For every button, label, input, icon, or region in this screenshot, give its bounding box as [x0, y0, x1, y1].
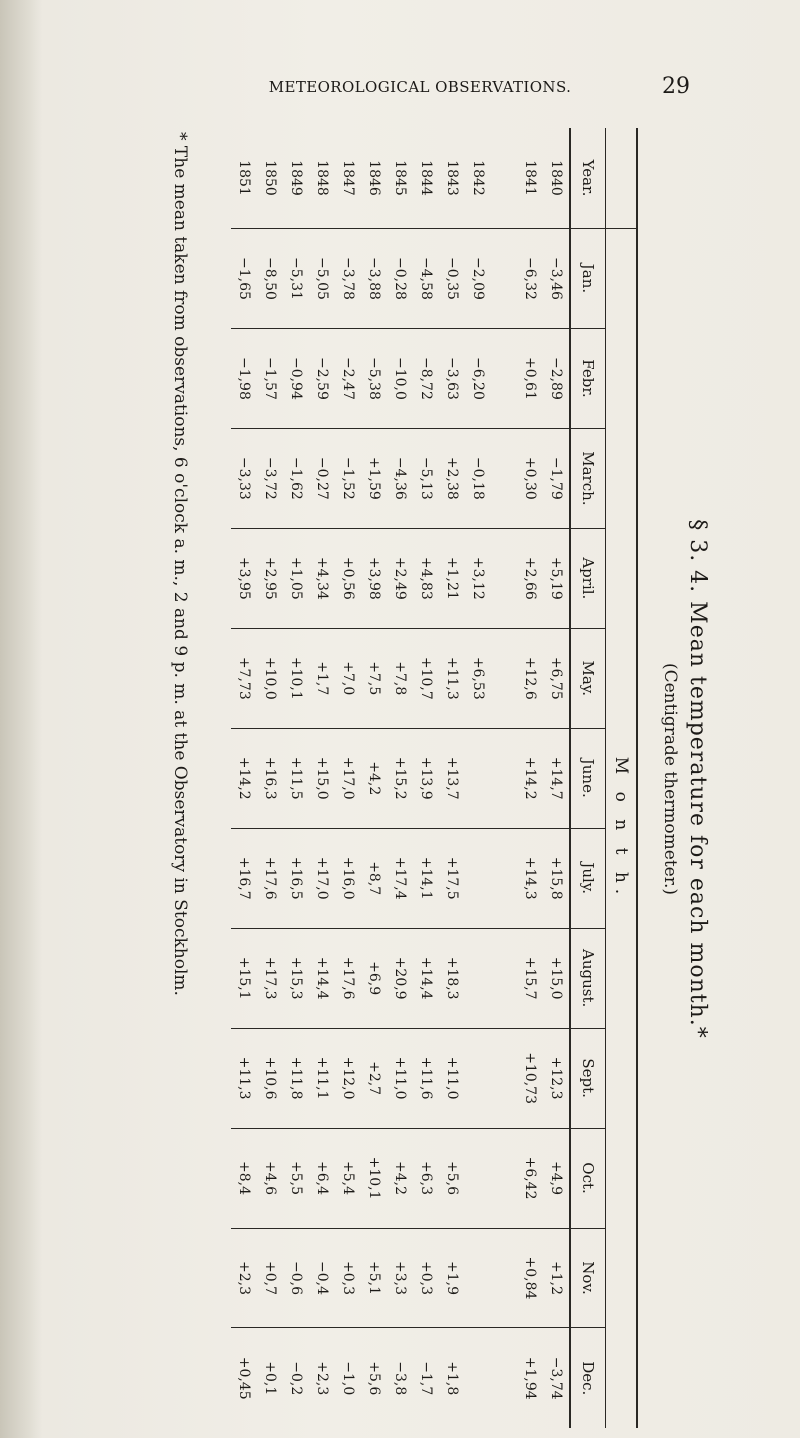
- temperature-cell: [465, 828, 491, 928]
- year-cell: 1850: [257, 128, 283, 229]
- temperature-cell: −3,88: [361, 229, 387, 329]
- temperature-cell: +12,3: [543, 1028, 570, 1128]
- temperature-cell: −4,36: [387, 428, 413, 528]
- temperature-cell: +7,5: [361, 628, 387, 728]
- temperature-cell: −3,8: [392, 1361, 408, 1396]
- temperature-cell: −0,6: [283, 1228, 309, 1328]
- table-row: [231, 128, 257, 1428]
- temperature-cell: −2,47: [335, 328, 361, 428]
- temperature-cell: +16,7: [231, 828, 257, 928]
- temperature-cell: +5,5: [283, 1128, 309, 1228]
- temperature-cell: +3,98: [361, 528, 387, 628]
- temperature-cell: [491, 928, 517, 1028]
- temperature-cell: +0,3: [413, 1228, 439, 1328]
- temperature-cell: [465, 1228, 491, 1328]
- temperature-cell: −10,0: [387, 328, 413, 428]
- year-cell: 1844: [413, 128, 439, 229]
- temperature-cell: +2,38: [439, 428, 465, 528]
- temperature-cell: −2,89: [543, 328, 570, 428]
- temperature-cell: +16,5: [283, 828, 309, 928]
- temperature-cell: +11,3: [231, 1028, 257, 1128]
- year-cell: 1845: [387, 128, 413, 229]
- temperature-cell: +2,49: [387, 528, 413, 628]
- temperature-cell: +0,30: [517, 428, 543, 528]
- column-header-month: March.: [570, 428, 606, 528]
- column-header-month: Oct.: [570, 1128, 606, 1228]
- temperature-cell: −2,59: [309, 328, 335, 428]
- temperature-cell: +2,7: [361, 1028, 387, 1128]
- temperature-cell: +0,3: [335, 1228, 361, 1328]
- temperature-cell: +11,3: [439, 628, 465, 728]
- temperature-cell: +3,3: [387, 1228, 413, 1328]
- temperature-cell: +1,94: [522, 1356, 538, 1400]
- year-group-cell: [606, 128, 638, 229]
- temperature-cell: −2,09: [465, 229, 491, 329]
- temperature-cell: +10,6: [257, 1028, 283, 1128]
- column-header-month: Nov.: [570, 1228, 606, 1328]
- temperature-cell: +14,3: [517, 828, 543, 928]
- temperature-cell: +4,2: [361, 728, 387, 828]
- temperature-cell: +13,9: [413, 728, 439, 828]
- table-row: [283, 128, 309, 1428]
- temperature-cell: +2,95: [257, 528, 283, 628]
- temperature-cell: −0,2: [288, 1361, 304, 1396]
- temperature-cell: −1,0: [340, 1361, 356, 1396]
- temperature-cell: [491, 1228, 517, 1328]
- temperature-cell: [465, 928, 491, 1028]
- table-row: [465, 128, 491, 1428]
- temperature-cell: −0,27: [309, 428, 335, 528]
- temperature-cell: +10,1: [361, 1128, 387, 1228]
- temperature-cell: +4,6: [257, 1128, 283, 1228]
- temperature-cell: [491, 1328, 517, 1428]
- temperature-cell: [491, 1128, 517, 1228]
- year-cell: 1849: [283, 128, 309, 229]
- year-cell: 1847: [335, 128, 361, 229]
- temperature-cell: +5,4: [335, 1128, 361, 1228]
- temperature-cell: [491, 728, 517, 828]
- temperature-cell: +4,34: [309, 528, 335, 628]
- temperature-cell: +1,59: [361, 428, 387, 528]
- temperature-cell: −1,57: [257, 328, 283, 428]
- temperature-cell: +11,5: [283, 728, 309, 828]
- temperature-cell: −3,74: [548, 1356, 564, 1400]
- temperature-cell: +2,3: [231, 1228, 257, 1328]
- column-header-month: Febr.: [570, 328, 606, 428]
- temperature-cell: [491, 828, 517, 928]
- temperature-cell: +1,9: [439, 1228, 465, 1328]
- temperature-cell: +6,9: [361, 928, 387, 1028]
- temperature-cell: +12,6: [517, 628, 543, 728]
- temperature-cell: −1,79: [543, 428, 570, 528]
- temperature-cell: −0,94: [283, 328, 309, 428]
- column-header-month: June.: [570, 728, 606, 828]
- temperature-cell: +4,2: [387, 1128, 413, 1228]
- temperature-cell: +15,1: [231, 928, 257, 1028]
- footnote: * The mean taken from observations, 6 o'clock a. m., 2 and 9 p. m. at the Observatory in Stockholm.: [170, 132, 190, 996]
- table-row: [309, 128, 335, 1428]
- temperature-cell: +11,8: [283, 1028, 309, 1128]
- table-title: § 3. 4. Mean temperature for each month.*: [685, 519, 710, 1039]
- temperature-cell: +7,0: [335, 628, 361, 728]
- temperature-cell: [491, 229, 517, 329]
- temperature-cell: [465, 1328, 491, 1428]
- temperature-cell: +18,3: [439, 928, 465, 1028]
- column-header-month: Sept.: [570, 1028, 606, 1128]
- running-title: METEOROLOGICAL OBSERVATIONS.: [268, 78, 572, 96]
- temperature-cell: +10,7: [413, 628, 439, 728]
- temperature-cell: −0,4: [309, 1228, 335, 1328]
- temperature-cell: +6,42: [517, 1128, 543, 1228]
- table-row: [543, 128, 570, 1428]
- temperature-cell: −3,78: [335, 229, 361, 329]
- temperature-cell: −4,58: [413, 229, 439, 329]
- temperature-cell: +2,3: [314, 1361, 330, 1396]
- temperature-cell: +3,95: [231, 528, 257, 628]
- temperature-cell: +15,2: [387, 728, 413, 828]
- temperature-cell: +5,19: [543, 528, 570, 628]
- temperature-cell: +3,12: [465, 528, 491, 628]
- year-cell: 1846: [361, 128, 387, 229]
- column-header-month: Dec.: [570, 1328, 606, 1428]
- temperature-cell: −1,62: [283, 428, 309, 528]
- temperature-cell: +6,53: [465, 628, 491, 728]
- temperature-cell: [491, 528, 517, 628]
- temperature-cell: +15,8: [543, 828, 570, 928]
- year-cell: 1841: [517, 128, 543, 229]
- temperature-cell: +17,4: [387, 828, 413, 928]
- temperature-cell: +15,3: [283, 928, 309, 1028]
- temperature-cell: +12,0: [335, 1028, 361, 1128]
- temperature-cell: +17,6: [335, 928, 361, 1028]
- temperature-cell: +14,2: [517, 728, 543, 828]
- binding-gutter: [0, 0, 42, 1438]
- temperature-cell: −0,35: [439, 229, 465, 329]
- table-body: [231, 128, 570, 1428]
- temperature-cell: −6,32: [517, 229, 543, 329]
- temperature-cell: +17,0: [309, 828, 335, 928]
- temperature-cell: +8,7: [361, 828, 387, 928]
- table-row: [491, 128, 517, 1428]
- temperature-cell: −1,65: [231, 229, 257, 329]
- temperature-cell: +0,84: [517, 1228, 543, 1328]
- temperature-cell: +17,6: [257, 828, 283, 928]
- column-header-month: July.: [570, 828, 606, 928]
- temperature-cell: −8,72: [413, 328, 439, 428]
- temperature-cell: +5,6: [366, 1361, 382, 1396]
- temperature-cell: +13,7: [439, 728, 465, 828]
- temperature-cell: +0,61: [517, 328, 543, 428]
- temperature-cell: +17,5: [439, 828, 465, 928]
- temperature-cell: −1,98: [231, 328, 257, 428]
- temperature-cell: [465, 728, 491, 828]
- year-cell: 1851: [231, 128, 257, 229]
- table-row: [439, 128, 465, 1428]
- column-header-month: April.: [570, 528, 606, 628]
- temperature-cell: +5,6: [439, 1128, 465, 1228]
- temperature-cell: +14,7: [543, 728, 570, 828]
- temperature-cell: +0,1: [262, 1361, 278, 1396]
- temperature-cell: −1,7: [418, 1361, 434, 1396]
- temperature-cell: +16,0: [335, 828, 361, 928]
- temperature-cell: +1,2: [543, 1228, 570, 1328]
- temperature-cell: −3,63: [439, 328, 465, 428]
- year-cell: 1843: [439, 128, 465, 229]
- rotated-table-block: [150, 124, 710, 1434]
- temperature-cell: −1,52: [335, 428, 361, 528]
- temperature-cell: +14,2: [231, 728, 257, 828]
- temperature-cell: +14,4: [309, 928, 335, 1028]
- temperature-cell: +8,4: [231, 1128, 257, 1228]
- year-cell: 1840: [543, 128, 570, 229]
- temperature-cell: −5,05: [309, 229, 335, 329]
- temperature-cell: +0,45: [236, 1356, 252, 1400]
- table-row: [387, 128, 413, 1428]
- temperature-cell: +2,66: [517, 528, 543, 628]
- temperature-cell: +15,0: [309, 728, 335, 828]
- temperature-cell: [491, 428, 517, 528]
- column-header-row: [570, 128, 606, 1428]
- year-cell: 1848: [309, 128, 335, 229]
- temperature-cell: +6,3: [413, 1128, 439, 1228]
- table-row: [413, 128, 439, 1428]
- temperature-cell: +11,0: [387, 1028, 413, 1128]
- temperature-cell: +15,0: [543, 928, 570, 1028]
- temperature-cell: +4,9: [543, 1128, 570, 1228]
- temperature-cell: [491, 628, 517, 728]
- temperature-cell: +5,1: [361, 1228, 387, 1328]
- temperature-cell: −6,20: [465, 328, 491, 428]
- temperature-cell: +17,0: [335, 728, 361, 828]
- temperature-cell: [491, 328, 517, 428]
- temperature-cell: +0,7: [257, 1228, 283, 1328]
- column-header-month: Jan.: [570, 229, 606, 329]
- temperature-cell: +11,6: [413, 1028, 439, 1128]
- column-header-year: Year.: [570, 128, 606, 229]
- temperature-cell: +1,05: [283, 528, 309, 628]
- temperature-cell: −3,72: [257, 428, 283, 528]
- temperature-cell: [465, 1128, 491, 1228]
- table-subtitle: (Centigrade thermometer.): [660, 662, 680, 896]
- temperature-cell: +1,7: [309, 628, 335, 728]
- temperature-cell: +10,1: [283, 628, 309, 728]
- temperature-cell: +1,21: [439, 528, 465, 628]
- column-header-month: May.: [570, 628, 606, 728]
- temperature-cell: +20,9: [387, 928, 413, 1028]
- temperature-cell: +7,73: [231, 628, 257, 728]
- temperature-cell: +14,1: [413, 828, 439, 928]
- year-cell: [491, 128, 517, 229]
- temperature-cell: +16,3: [257, 728, 283, 828]
- temperature-cell: +14,4: [413, 928, 439, 1028]
- month-group-header: M o n t h.: [606, 229, 638, 1429]
- table-row: [361, 128, 387, 1428]
- temperature-cell: +6,4: [309, 1128, 335, 1228]
- table-row: [517, 128, 543, 1428]
- temperature-cell: +4,83: [413, 528, 439, 628]
- temperature-cell: +7,8: [387, 628, 413, 728]
- temperature-cell: −0,28: [387, 229, 413, 329]
- temperature-cell: −3,46: [543, 229, 570, 329]
- temperature-cell: [465, 1028, 491, 1128]
- temperature-cell: −0,18: [465, 428, 491, 528]
- temperature-cell: −3,33: [231, 428, 257, 528]
- table-row: [257, 128, 283, 1428]
- temperature-cell: −5,31: [283, 229, 309, 329]
- temperature-cell: +1,8: [444, 1361, 460, 1396]
- temperature-cell: +11,0: [439, 1028, 465, 1128]
- temperature-cell: +11,1: [309, 1028, 335, 1128]
- temperature-cell: [491, 1028, 517, 1128]
- page-number: 29: [662, 74, 690, 99]
- column-header-month: August.: [570, 928, 606, 1028]
- temperature-cell: −8,50: [257, 229, 283, 329]
- temperature-cell: +6,75: [543, 628, 570, 728]
- table-row: [335, 128, 361, 1428]
- temperature-cell: +0,56: [335, 528, 361, 628]
- year-cell: 1842: [465, 128, 491, 229]
- temperature-table: [231, 128, 638, 1428]
- temperature-cell: −5,38: [361, 328, 387, 428]
- temperature-cell: +10,73: [517, 1028, 543, 1128]
- temperature-cell: +17,3: [257, 928, 283, 1028]
- temperature-cell: +15,7: [517, 928, 543, 1028]
- temperature-cell: −5,13: [413, 428, 439, 528]
- temperature-cell: +10,0: [257, 628, 283, 728]
